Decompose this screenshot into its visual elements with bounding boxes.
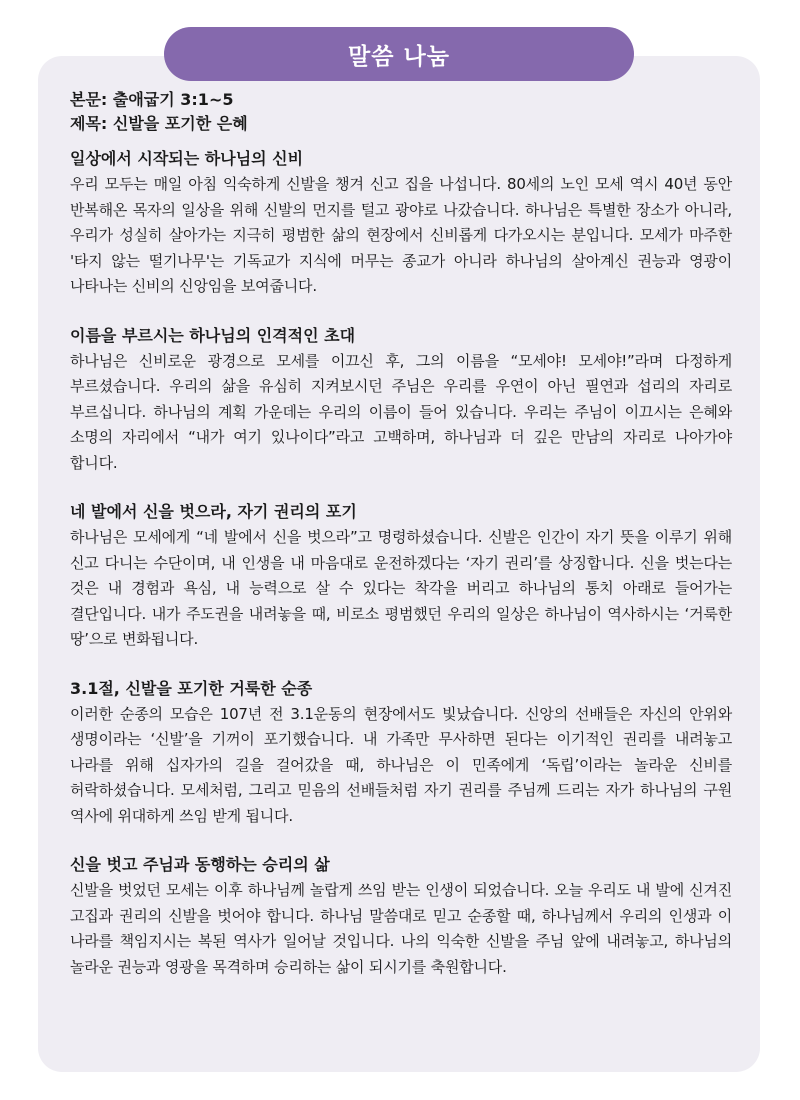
sermon-content bbox=[70, 88, 732, 1003]
sermon-meta bbox=[70, 88, 732, 136]
section-body: 하나님은 신비로운 광경으로 모세를 이끄신 후, 그의 이름을 “모세야! 모세야!”라며 다정하게 부르셨습니다. 우리의 삶을 유심히 지켜보시던 주님은 우리를 우연이 아닌 필연과 섭리의 자리로 부르십니다. 하나님의 계획 가운데는 우리의 이름이 들어 있습니다. 우리는 주님이 이끄시는 은혜와 소명의 자리에서 “내가 여기 있나이다”라고 고백하며, 하나님과 더 깊은 만남의 자리로 나아가야 합니다. bbox=[70, 351, 732, 472]
banner-title: 말씀 나눔 bbox=[348, 43, 450, 70]
section-body: 신발을 벗었던 모세는 이후 하나님께 놀랍게 쓰임 받는 인생이 되었습니다. 오늘 우리도 내 발에 신겨진 고집과 권리의 신발을 벗어야 합니다. 하나님 말씀대로 믿고 순종할 때, 하나님께서 우리의 인생과 이 나라를 책임지시는 복된 역사가 일어날 것입니다. 나의 익숙한 신발을 주님 앞에 내려놓고, 하나님의 놀라운 권능과 영광을 목격하며 승리하는 삶이 되시기를 축원합니다. bbox=[70, 881, 732, 976]
section-4 bbox=[70, 676, 732, 830]
section-title: 신을 벗고 주님과 동행하는 승리의 삶 bbox=[70, 855, 330, 874]
section-title: 네 발에서 신을 벗으라, 자기 권리의 포기 bbox=[70, 502, 357, 521]
section-title: 3.1절, 신발을 포기한 거룩한 순종 bbox=[70, 678, 313, 698]
section-body: 하나님은 모세에게 “네 발에서 신을 벗으라”고 명령하셨습니다. 신발은 인간이 자기 뜻을 이루기 위해 신고 다니는 수단이며, 내 인생을 내 마음대로 운전하겠다는 ‘자기 권리’를 상징합니다. 신을 벗는다는 것은 내 경험과 욕심, 내 능력으로 살 수 있다는 착각을 버리고 하나님의 통치 아래로 들어가는 결단입니다. 내가 주도권을 내려놓을 때, 비로소 평범했던 우리의 일상은 하나님이 역사하시는 ‘거룩한 땅’으로 변화됩니다. bbox=[70, 528, 732, 648]
section-body: 우리 모두는 매일 아침 익숙하게 신발을 챙겨 신고 집을 나섭니다. 80세의 노인 모세 역시 40년 동안 반복해온 목자의 일상을 위해 신발의 먼지를 털고 광야로 나갔습니다. 하나님은 특별한 장소가 아니라, 우리가 성실히 살아가는 지극히 평범한 삶의 현장에서 신비롭게 다가오시는 분입니다. 모세가 마주한 '타지 않는 떨기나무'는 기독교가 지식에 머무는 종교가 아니라 하나님의 살아계신 권능과 영광이 나타나는 신비의 신앙임을 보여줍니다. bbox=[70, 175, 732, 295]
section-3 bbox=[70, 499, 732, 653]
section-title: 일상에서 시작되는 하나님의 신비 bbox=[70, 149, 304, 168]
section-body: 이러한 순종의 모습은 107년 전 3.1운동의 현장에서도 빛났습니다. 신앙의 선배들은 자신의 안위와 생명이라는 ‘신발’을 기꺼이 포기했습니다. 내 가족만 무사하면 된다는 이기적인 권리를 내려놓고 나라를 위해 십자가의 길을 걸어갔을 때, 하나님은 이 민족에게 ‘독립’이라는 놀라운 신비를 허락하셨습니다. 모세처럼, 그리고 믿음의 선배들처럼 자기 권리를 주님께 드리는 자가 하나님의 구원 역사에 위대하게 쓰임 받게 됩니다. bbox=[70, 704, 732, 825]
header-banner bbox=[164, 27, 634, 81]
sermon-subject: 제목: 신발을 포기한 은혜 bbox=[70, 114, 248, 133]
section-1 bbox=[70, 146, 732, 300]
scripture-reference: 본문: 출애굽기 3:1~5 bbox=[70, 90, 234, 109]
section-5 bbox=[70, 852, 732, 980]
section-title: 이름을 부르시는 하나님의 인격적인 초대 bbox=[70, 325, 356, 345]
section-2 bbox=[70, 323, 732, 477]
